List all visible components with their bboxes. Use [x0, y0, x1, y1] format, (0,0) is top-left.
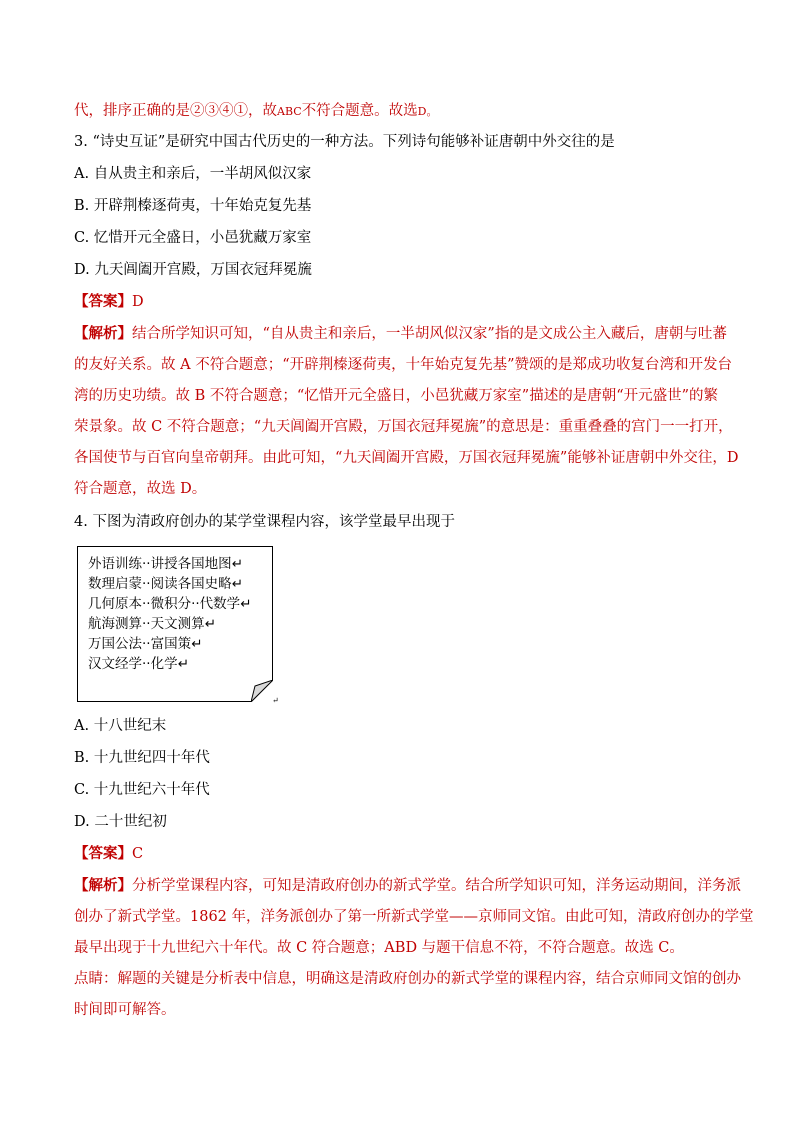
question-3-explanation-line-3: 湾的历史功绩。故 B 不符合题意；“忆惜开元全盛日，小邑犹藏万家室”描述的是唐朝“开元盛世”的繁: [74, 388, 719, 404]
course-content-figure: [77, 546, 273, 702]
answer-tag: 【答案】: [74, 845, 132, 862]
explanation-text: 结合所学知识可知，“自从贵主和亲后，一半胡风似汉家”指的是文成公主入藏后，唐朝与吐蕃: [132, 326, 727, 342]
tip-line-1: 点睛：解题的关键是分析表中信息，明确这是清政府创办的新式学堂的课程内容，结合京师同文馆的创办: [74, 971, 741, 987]
previous-answer-line: [74, 101, 724, 122]
question-4-option-a: A. 十八世纪末: [74, 718, 167, 734]
answer-value: C: [132, 846, 144, 862]
question-4-stem: 4. 下图为清政府创办的某学堂课程内容，该学堂最早出现于: [74, 514, 455, 530]
question-3-option-d: D. 九天阊阖开宫殿，万国衣冠拜冕旒: [74, 262, 312, 278]
explanation-tag: 【解析】: [74, 325, 132, 342]
question-4-option-c: C. 十九世纪六十年代: [74, 782, 210, 798]
question-4-option-b: B. 十九世纪四十年代: [74, 750, 210, 766]
question-4-explanation-line-1: [74, 876, 741, 896]
text-segment: 不符合题意。故选: [301, 103, 418, 119]
course-row: 万国公法··富国策↵: [88, 636, 203, 652]
question-4-option-d: D. 二十世纪初: [74, 814, 167, 830]
course-row: 外语训练··讲授各国地图↵: [88, 556, 243, 572]
question-3-explanation-line-4: 荣景象。故 C 不符合题意；“九天阊阖开宫殿，万国衣冠拜冕旒”的意思是：重重叠叠的宫门一一打开，: [74, 419, 733, 435]
explanation-tag: 【解析】: [74, 877, 132, 894]
question-3-stem: 3. “诗史互证”是研究中国古代历史的一种方法。下列诗句能够补证唐朝中外交往的是: [74, 134, 615, 150]
question-3-option-c: C. 忆惜开元全盛日，小邑犹藏万家室: [74, 230, 312, 246]
question-3-explanation-line-1: [74, 324, 727, 344]
course-row: 数理启蒙··阅读各国史略↵: [88, 576, 243, 592]
text-segment: ABC: [277, 105, 302, 118]
page-fold-icon: [251, 680, 273, 702]
question-4-explanation-line-3: 最早出现于十九世纪六十年代。故 C 符合题意；ABD 与题干信息不符，不符合题意。故选 C。: [74, 940, 684, 956]
question-3-explanation-line-2: 的友好关系。故 A 不符合题意；“开辟荆榛逐荷夷，十年始克复先基”赞颂的是郑成功收复台湾和开发台: [74, 357, 733, 373]
course-row: 汉文经学··化学↵: [88, 656, 189, 672]
question-3-explanation-line-6: 符合题意，故选 D。: [74, 481, 207, 497]
question-3-option-b: B. 开辟荆榛逐荷夷，十年始克复先基: [74, 198, 312, 214]
answer-tag: 【答案】: [74, 293, 132, 310]
text-segment: 代，排序正确的是②③④①，故: [74, 103, 277, 119]
course-row: 航海测算··天文测算↵: [88, 616, 216, 632]
course-row: 几何原本··微积分··代数学↵: [88, 596, 252, 612]
answer-value: D: [132, 294, 144, 310]
text-segment: D。: [417, 105, 438, 118]
question-4-answer: [74, 844, 724, 864]
paragraph-mark-icon: ↵: [272, 696, 279, 705]
tip-line-2: 时间即可解答。: [74, 1002, 176, 1018]
question-4-explanation-line-2: 创办了新式学堂。1862 年，洋务派创办了第一所新式学堂——京师同文馆。由此可知，清政府创办的学堂: [74, 909, 754, 925]
question-3-option-a: A. 自从贵主和亲后，一半胡风似汉家: [74, 166, 312, 182]
question-3-explanation-line-5: 各国使节与百官向皇帝朝拜。由此可知，“九天阊阖开宫殿，万国衣冠拜冕旒”能够补证唐朝中外交往，D: [74, 450, 739, 466]
explanation-text: 分析学堂课程内容，可知是清政府创办的新式学堂。结合所学知识可知，洋务运动期间，洋务派: [132, 878, 741, 894]
question-3-answer: [74, 292, 724, 312]
